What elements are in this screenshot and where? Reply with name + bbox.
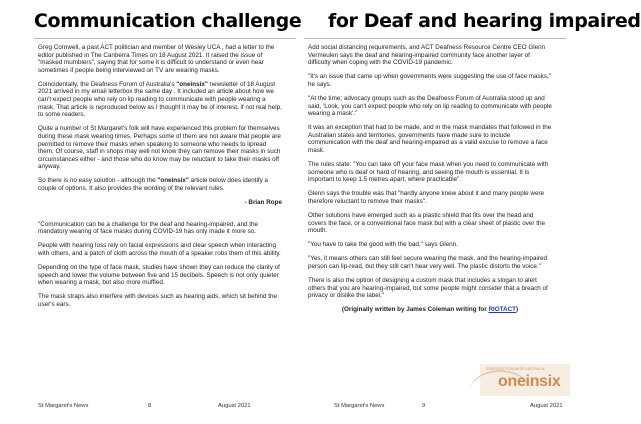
footer-page-number: 9 — [422, 403, 426, 409]
headline-right: for Deaf and hearing impaired — [328, 10, 641, 32]
paragraph: "It's an issue that came up when governments were suggesting the use of face masks," he says. — [308, 73, 551, 88]
footer-publication: St Margaret's News — [334, 403, 385, 409]
paragraph-text: newsletter of 18 August 2021 arrived in my email letterbox the same day . It — [38, 80, 276, 96]
paragraph — [38, 177, 282, 192]
credit-text: (Originally written by James Coleman writing for — [341, 306, 489, 314]
author-signature: - Brian Rope — [244, 199, 282, 207]
paragraph — [38, 81, 282, 119]
paragraph: It was an exception that had to be made, and in the mask mandates that followed in the Australian states and territories, governments have made sure to include communication with the deaf and hearing-impaired as a valid excuse to remove a face mask. — [308, 124, 552, 155]
left-column — [38, 44, 282, 315]
left-page — [0, 0, 300, 424]
headline-left: Communication challenge — [34, 10, 302, 32]
right-page — [300, 0, 641, 424]
paragraph: "Yes, it means others can still feel secure wearing the mask, and the hearing-impaired person can lip-read, but they still can't hear very well. The plastic distorts the voice." — [308, 255, 547, 271]
paragraph: Glenn says the trouble was that "hardly anyone knew about it and many people were therefore reluctant to remove their masks". — [308, 190, 545, 205]
paragraph: "You have to take the good with the bad," says Glenn. — [308, 241, 458, 249]
footer-date: August 2021 — [530, 403, 563, 409]
paragraph: "Communication can be a challenge for the deaf and hearing-impaired, and the mandatory wearing of face masks during COVID-19 has only made it more so. — [38, 220, 258, 236]
logo-tagline: DEAFNESS FORUM OF AUSTRALIA — [486, 367, 545, 371]
credit-text: ) — [516, 306, 519, 314]
paragraph: Quite a number of St Margaret's folk will have experienced this problem for themselves during these mask wearing times. Perhaps some of them are not aware that people are permitted to remove their masks when speaking to someone who needs to lipread them. Of course, staff in shops may well not know they can remove their masks in such circumstances either - and those who do know may be reluctant to take their masks off anyway. — [38, 125, 281, 171]
paragraph: There is also the option of designing a custom mask that includes a slogan to alert others that you are hearing-impaired, but some people might consider that a breach of privacy or dislike the label." — [308, 277, 548, 300]
newsletter-name: "oneinsix" — [157, 177, 189, 185]
footer-date: August 2021 — [218, 403, 251, 409]
logo-wordmark: oneinsix — [498, 373, 561, 390]
paragraph: Add social distancing requirements, and ACT Deafness Resource Centre CEO Glenn Vermeulen says the deaf and hearing-impaired community face another layer of difficulty when coping with the COVID-19 pandemic. — [308, 44, 546, 67]
oneinsix-logo — [480, 364, 570, 396]
right-column — [308, 44, 552, 314]
header-rule-left — [34, 38, 296, 39]
paragraph: "At the time; advocacy groups such as the Deafness Forum of Australia stood up and said, 'Look, you can't expect people who rely on lip reading to communicate with people wearing a mask'." — [308, 94, 552, 118]
paragraph: The mask straps also interfere with devices such as hearing aids, which sit behind the user's ears. — [38, 293, 278, 308]
paragraph-text: included an article about how we can't expect people who rely on lip reading to communicate with people wearing a mask. That article is reproduced below as I thought it may be of interest, if not real help, to some readers. — [38, 88, 282, 119]
header-rule-right — [304, 38, 566, 39]
paragraph-text: So there is no easy solution - although the — [38, 177, 158, 185]
paragraph: Other solutions have emerged such as a plastic shield that fits over the head and covers the face, or a conventional face mask but with a clear sheet of plastic over the mouth. — [308, 212, 545, 235]
paragraph-text: article below — [188, 177, 226, 185]
newsletter-name: "oneinsix" — [176, 80, 208, 88]
article-credit — [308, 306, 552, 314]
paragraph: People with hearing loss rely on facial expressions and clear speech when interacting with others, and a patch of cloth across the mouth of a speaker robs them of this ability. — [38, 242, 281, 257]
paragraph: Depending on the type of face mask, studies have shown they can reduce the clarity of speech and lower the volume between five and 15 decibels. Speech is not only quieter when wearing a mask, but also more muffled. — [38, 264, 280, 287]
footer-page-number: 8 — [148, 403, 152, 409]
riotact-link[interactable]: RIOTACT — [488, 306, 516, 314]
paragraph-text: Coincidentally, the Deafness Forum of Australia's — [38, 80, 177, 88]
paragraph: Greg Cornwell, a past ACT politician and member of Wesley UCA , had a letter to the editor published in The Canberra Times on 18 August 2021. It raised the issue of "masked mumblers", saying that for some it is difficult to understand or even hear sometimes if people being interviewed on TV are wearing masks. — [38, 44, 275, 74]
paragraph-text: does identify a couple of options. It also provides the wording of the relevant rules. — [38, 177, 268, 192]
footer-publication: St Margaret's News — [38, 403, 89, 409]
paragraph: The rules state: "You can take off your face mask when you need to communicate with someone who is deaf or hard of hearing, and seeing the mouth is essential. It is important to keep 1.5 metres apart, where practicable". — [308, 161, 549, 184]
